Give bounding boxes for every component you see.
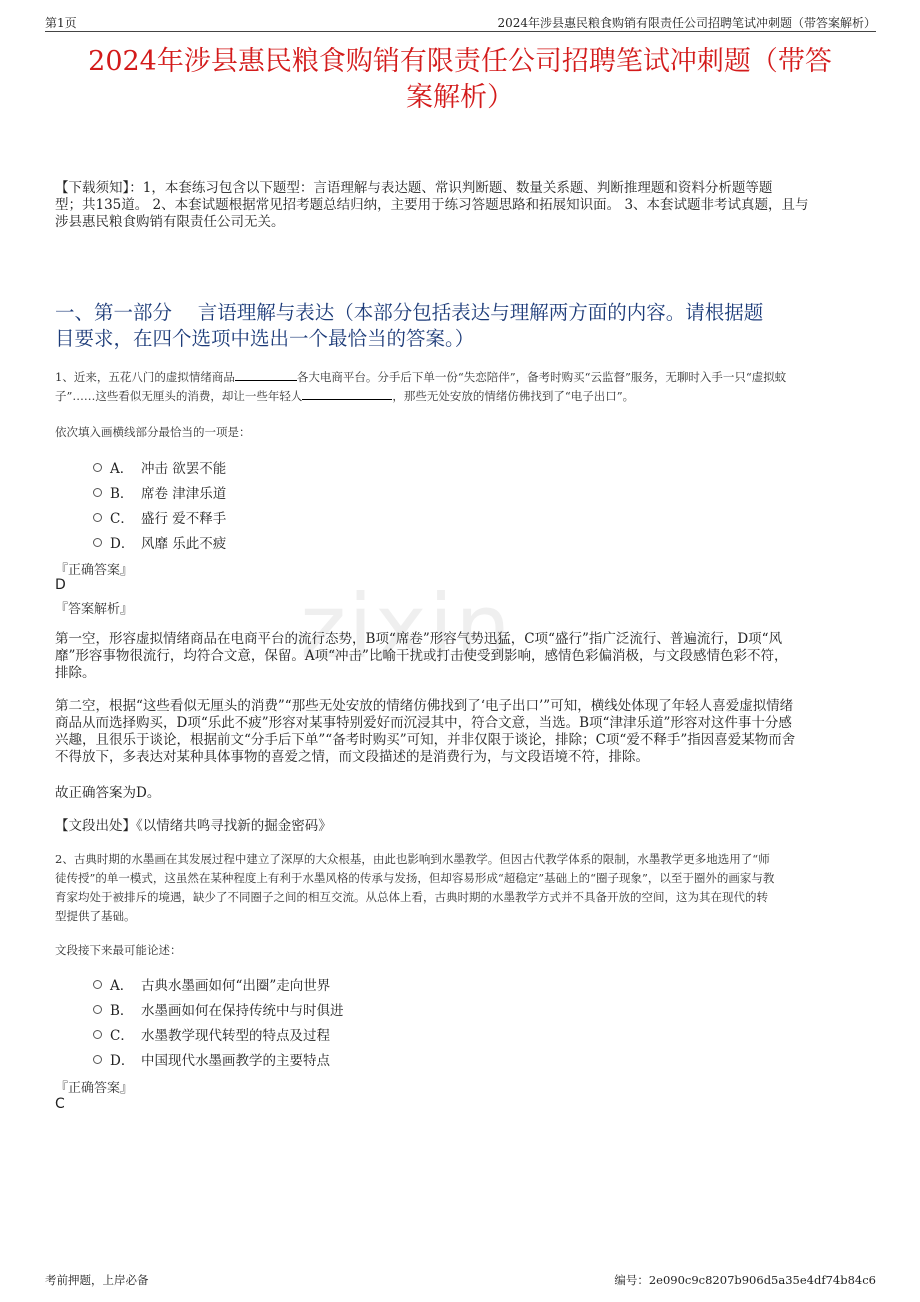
option-letter: A． bbox=[110, 461, 134, 477]
option-text: 席卷 津津乐道 bbox=[141, 486, 227, 502]
analysis-1-line-2: 靡”形容事物很流行，均符合文意，保留。A项“冲击”比喻干扰或打击使受到影响，感情色彩偏消极，与文段感情色彩不符， bbox=[55, 648, 788, 664]
option-d[interactable] bbox=[93, 531, 493, 556]
notice-line-1: 【下载须知】：1，本套练习包含以下题型：言语理解与表达题、常识判断题、数量关系题、判断推理题和资料分析题等题 bbox=[55, 180, 773, 196]
question-1-text-b: 各大电商平台。分手后下单一份“失恋陪伴”，备考时购买“云监督”服务，无聊时入手一只“虚拟蚊 bbox=[296, 370, 787, 384]
option-c[interactable] bbox=[93, 506, 493, 531]
question-1-text-c: 子”……这些看似无厘头的消费，却让一些年轻人 bbox=[55, 389, 303, 403]
option-letter: D． bbox=[110, 1053, 135, 1069]
option-text: 风靡 乐此不疲 bbox=[141, 536, 227, 552]
question-1-line-1 bbox=[55, 368, 865, 387]
question-1-text-a: 1、近来，五花八门的虚拟情绪商品 bbox=[55, 370, 235, 384]
radio-button[interactable] bbox=[93, 488, 102, 497]
option-b[interactable] bbox=[93, 998, 493, 1023]
analysis-1-line-1: 第一空，形容虚拟情绪商品在电商平台的流行态势，B项“席卷”形容气势迅猛，C项“盛行”指广泛流行、普遍流行，D项“风 bbox=[55, 631, 783, 647]
option-letter: D． bbox=[110, 536, 135, 552]
analysis-2-line-2: 商品从而选择购买，D项“乐此不疲”形容对某事特别爱好而沉浸其中，符合文意，当选。B项“津津乐道”形容对这件事十分感 bbox=[55, 715, 792, 731]
question-2-line-3: 育家均处于被排斥的境遇，缺少了不同圈子之间的相互交流。从总体上看，古典时期的水墨教学方式并不具备开放的空间，这为其在现代的转 bbox=[55, 890, 768, 904]
correct-answer: D bbox=[55, 577, 66, 593]
title-line-2: 案解析） bbox=[406, 82, 514, 113]
option-text: 中国现代水墨画教学的主要特点 bbox=[141, 1053, 330, 1069]
analysis-2-line-3: 兴趣，且很乐于谈论，根据前文“分手后下单”“备考时购买”可知，并非仅限于谈论，排除；C项“爱不释手”指因喜爱某物而舍 bbox=[55, 732, 796, 748]
option-c[interactable] bbox=[93, 1023, 493, 1048]
radio-button[interactable] bbox=[93, 538, 102, 547]
question-2-stem bbox=[55, 850, 865, 926]
question-2-prompt: 文段接下来最可能论述： bbox=[55, 943, 182, 957]
correct-answer-label: 『正确答案』 bbox=[55, 563, 134, 578]
correct-answer: C bbox=[55, 1096, 65, 1112]
section-heading bbox=[55, 300, 870, 352]
footer-document-id: 编号：2e090c9c8207b906d5a35e4df74b84c6 bbox=[614, 1273, 876, 1287]
page-number: 第1页 bbox=[45, 16, 77, 30]
analysis-2-line-4: 不得放下，多表达对某种具体事物的喜爱之情，而文段描述的是消费行为，与文段语境不符，排除。 bbox=[55, 749, 649, 765]
footer-slogan: 考前押题，上岸必备 bbox=[45, 1273, 149, 1287]
section-heading-line-1: 一、第一部分 言语理解与表达（本部分包括表达与理解两方面的内容。请根据题 bbox=[55, 301, 764, 324]
correct-answer-label: 『正确答案』 bbox=[55, 1081, 134, 1096]
question-2-line-2: 徒传授”的单一模式，这虽然在某种程度上有利于水墨风格的传承与发扬，但却容易形成“超稳定”基础上的“圈子现象”，以至于圈外的画家与教 bbox=[55, 871, 775, 885]
option-letter: B． bbox=[110, 486, 134, 502]
radio-button[interactable] bbox=[93, 463, 102, 472]
analysis-1-line-3: 排除。 bbox=[55, 665, 96, 681]
option-a[interactable] bbox=[93, 456, 493, 481]
analysis-paragraph-2 bbox=[55, 698, 870, 766]
analysis-paragraph-1 bbox=[55, 631, 870, 682]
question-2-line-1: 2、古典时期的水墨画在其发展过程中建立了深厚的大众根基，由此也影响到水墨教学。但因古代教学体系的限制，水墨教学更多地选用了“师 bbox=[55, 852, 770, 866]
document-title bbox=[50, 44, 870, 116]
source-citation: 【文段出处】《以情绪共鸣寻找新的掘金密码》 bbox=[55, 818, 332, 834]
option-text: 水墨教学现代转型的特点及过程 bbox=[141, 1028, 330, 1044]
notice-line-3: 涉县惠民粮食购销有限责任公司无关。 bbox=[55, 214, 285, 230]
option-letter: B． bbox=[110, 1003, 134, 1019]
option-text: 盛行 爱不释手 bbox=[141, 511, 227, 527]
notice-line-2: 型；共135道。 2、本套试题根据常见招考题总结归纳，主要用于练习答题思路和拓展知识面。 3、本套试题非考试真题，且与 bbox=[55, 197, 809, 213]
watermark: zixin bbox=[300, 575, 513, 678]
option-letter: A． bbox=[110, 978, 134, 994]
option-letter: C． bbox=[110, 1028, 134, 1044]
option-b[interactable] bbox=[93, 481, 493, 506]
question-1-options bbox=[93, 456, 493, 556]
radio-button[interactable] bbox=[93, 1030, 102, 1039]
option-letter: C． bbox=[110, 511, 134, 527]
header-doc-title: 2024年涉县惠民粮食购销有限责任公司招聘笔试冲刺题（带答案解析） bbox=[497, 16, 876, 30]
question-1-text-d: ，那些无处安放的情绪仿佛找到了“电子出口”。 bbox=[392, 389, 635, 403]
analysis-label: 『答案解析』 bbox=[55, 602, 134, 617]
option-text: 水墨画如何在保持传统中与时俱进 bbox=[141, 1003, 344, 1019]
conclusion: 故正确答案为D。 bbox=[55, 785, 161, 801]
radio-button[interactable] bbox=[93, 1005, 102, 1014]
radio-button[interactable] bbox=[93, 1055, 102, 1064]
question-2-options bbox=[93, 973, 493, 1073]
question-1-stem bbox=[55, 368, 865, 406]
radio-button[interactable] bbox=[93, 980, 102, 989]
title-line-1: 2024年涉县惠民粮食购销有限责任公司招聘笔试冲刺题（带答 bbox=[88, 46, 832, 77]
section-heading-line-2: 目要求，在四个选项中选出一个最恰当的答案。） bbox=[55, 327, 475, 350]
question-1-prompt: 依次填入画横线部分最恰当的一项是： bbox=[55, 425, 251, 439]
option-text: 古典水墨画如何“出圈”走向世界 bbox=[141, 978, 331, 994]
radio-button[interactable] bbox=[93, 513, 102, 522]
analysis-2-line-1: 第二空，根据“这些看似无厘头的消费”“那些无处安放的情绪仿佛找到了‘电子出口’”可知，横线处体现了年轻人喜爱虚拟情绪 bbox=[55, 698, 794, 714]
page-header bbox=[45, 12, 876, 32]
option-d[interactable] bbox=[93, 1048, 493, 1073]
option-text: 冲击 欲罢不能 bbox=[141, 461, 227, 477]
question-1-line-2 bbox=[55, 387, 865, 406]
fill-blank-1 bbox=[235, 370, 297, 381]
option-a[interactable] bbox=[93, 973, 493, 998]
question-2-line-4: 型提供了基础。 bbox=[55, 909, 136, 923]
fill-blank-2 bbox=[302, 389, 392, 400]
download-notice bbox=[55, 180, 870, 231]
